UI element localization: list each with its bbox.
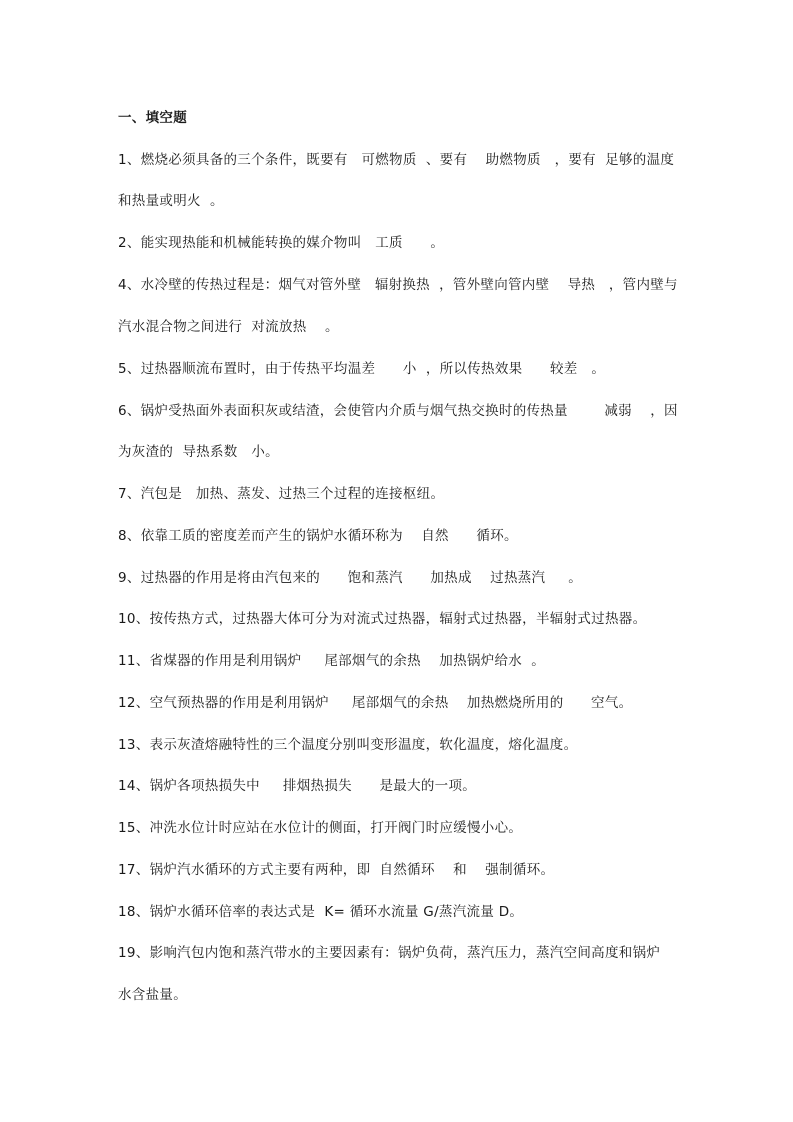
text-line: 汽水混合物之间进行 对流放热 。 (118, 319, 339, 335)
text-line: 17、锅炉汽水循环的方式主要有两种，即 自然循环 和 强制循环。 (118, 862, 555, 878)
text-line: 2、能实现热能和机械能转换的媒介物叫 工质 。 (118, 235, 445, 251)
text-line: 15、冲洗水位计时应站在水位计的侧面，打开阀门时应缓慢小心。 (118, 820, 523, 836)
text-line: 4、水冷壁的传热过程是：烟气对管外壁 辐射换热 ，管外壁向管内壁 导热 ，管内壁与 (118, 277, 678, 293)
text-line: 1、燃烧必须具备的三个条件，既要有 可燃物质 、要有 助燃物质 ，要有 足够的温度 (118, 152, 675, 168)
text-line: 5、过热器顺流布置时，由于传热平均温差 小 ，所以传热效果 较差 。 (118, 361, 606, 377)
text-line: 18、锅炉水循环倍率的表达式是 K= 循环水流量 G/蒸汽流量 D。 (118, 904, 524, 920)
section-title: 一、填空题 (118, 110, 187, 126)
text-line: 8、依靠工质的密度差而产生的锅炉水循环称为 自然 循环。 (118, 528, 518, 544)
text-line: 12、空气预热器的作用是利用锅炉 尾部烟气的余热 加热燃烧所用的 空气。 (118, 695, 633, 711)
text-line: 14、锅炉各项热损失中 排烟热损失 是最大的一项。 (118, 778, 477, 794)
text-line: 10、按传热方式，过热器大体可分为对流式过热器，辐射式过热器，半辐射式过热器。 (118, 611, 647, 627)
text-line: 19、影响汽包内饱和蒸汽带水的主要因素有：锅炉负荷，蒸汽压力，蒸汽空间高度和锅炉 (118, 945, 661, 961)
text-line: 6、锅炉受热面外表面积灰或结渣，会使管内介质与烟气热交换时的传热量 减弱 ，因 (118, 403, 678, 419)
text-line: 13、表示灰渣熔融特性的三个温度分别叫变形温度，软化温度，熔化温度。 (118, 737, 578, 753)
text-line: 7、汽包是 加热、蒸发、过热三个过程的连接枢纽。 (118, 486, 445, 502)
text-line: 水含盐量。 (118, 987, 187, 1003)
text-line: 9、过热器的作用是将由汽包来的 饱和蒸汽 加热成 过热蒸汽 。 (118, 570, 583, 586)
text-line: 为灰渣的 导热系数 小。 (118, 444, 279, 460)
text-line: 11、省煤器的作用是利用锅炉 尾部烟气的余热 加热锅炉给水 。 (118, 653, 546, 669)
text-line: 和热量或明火 。 (118, 193, 224, 209)
